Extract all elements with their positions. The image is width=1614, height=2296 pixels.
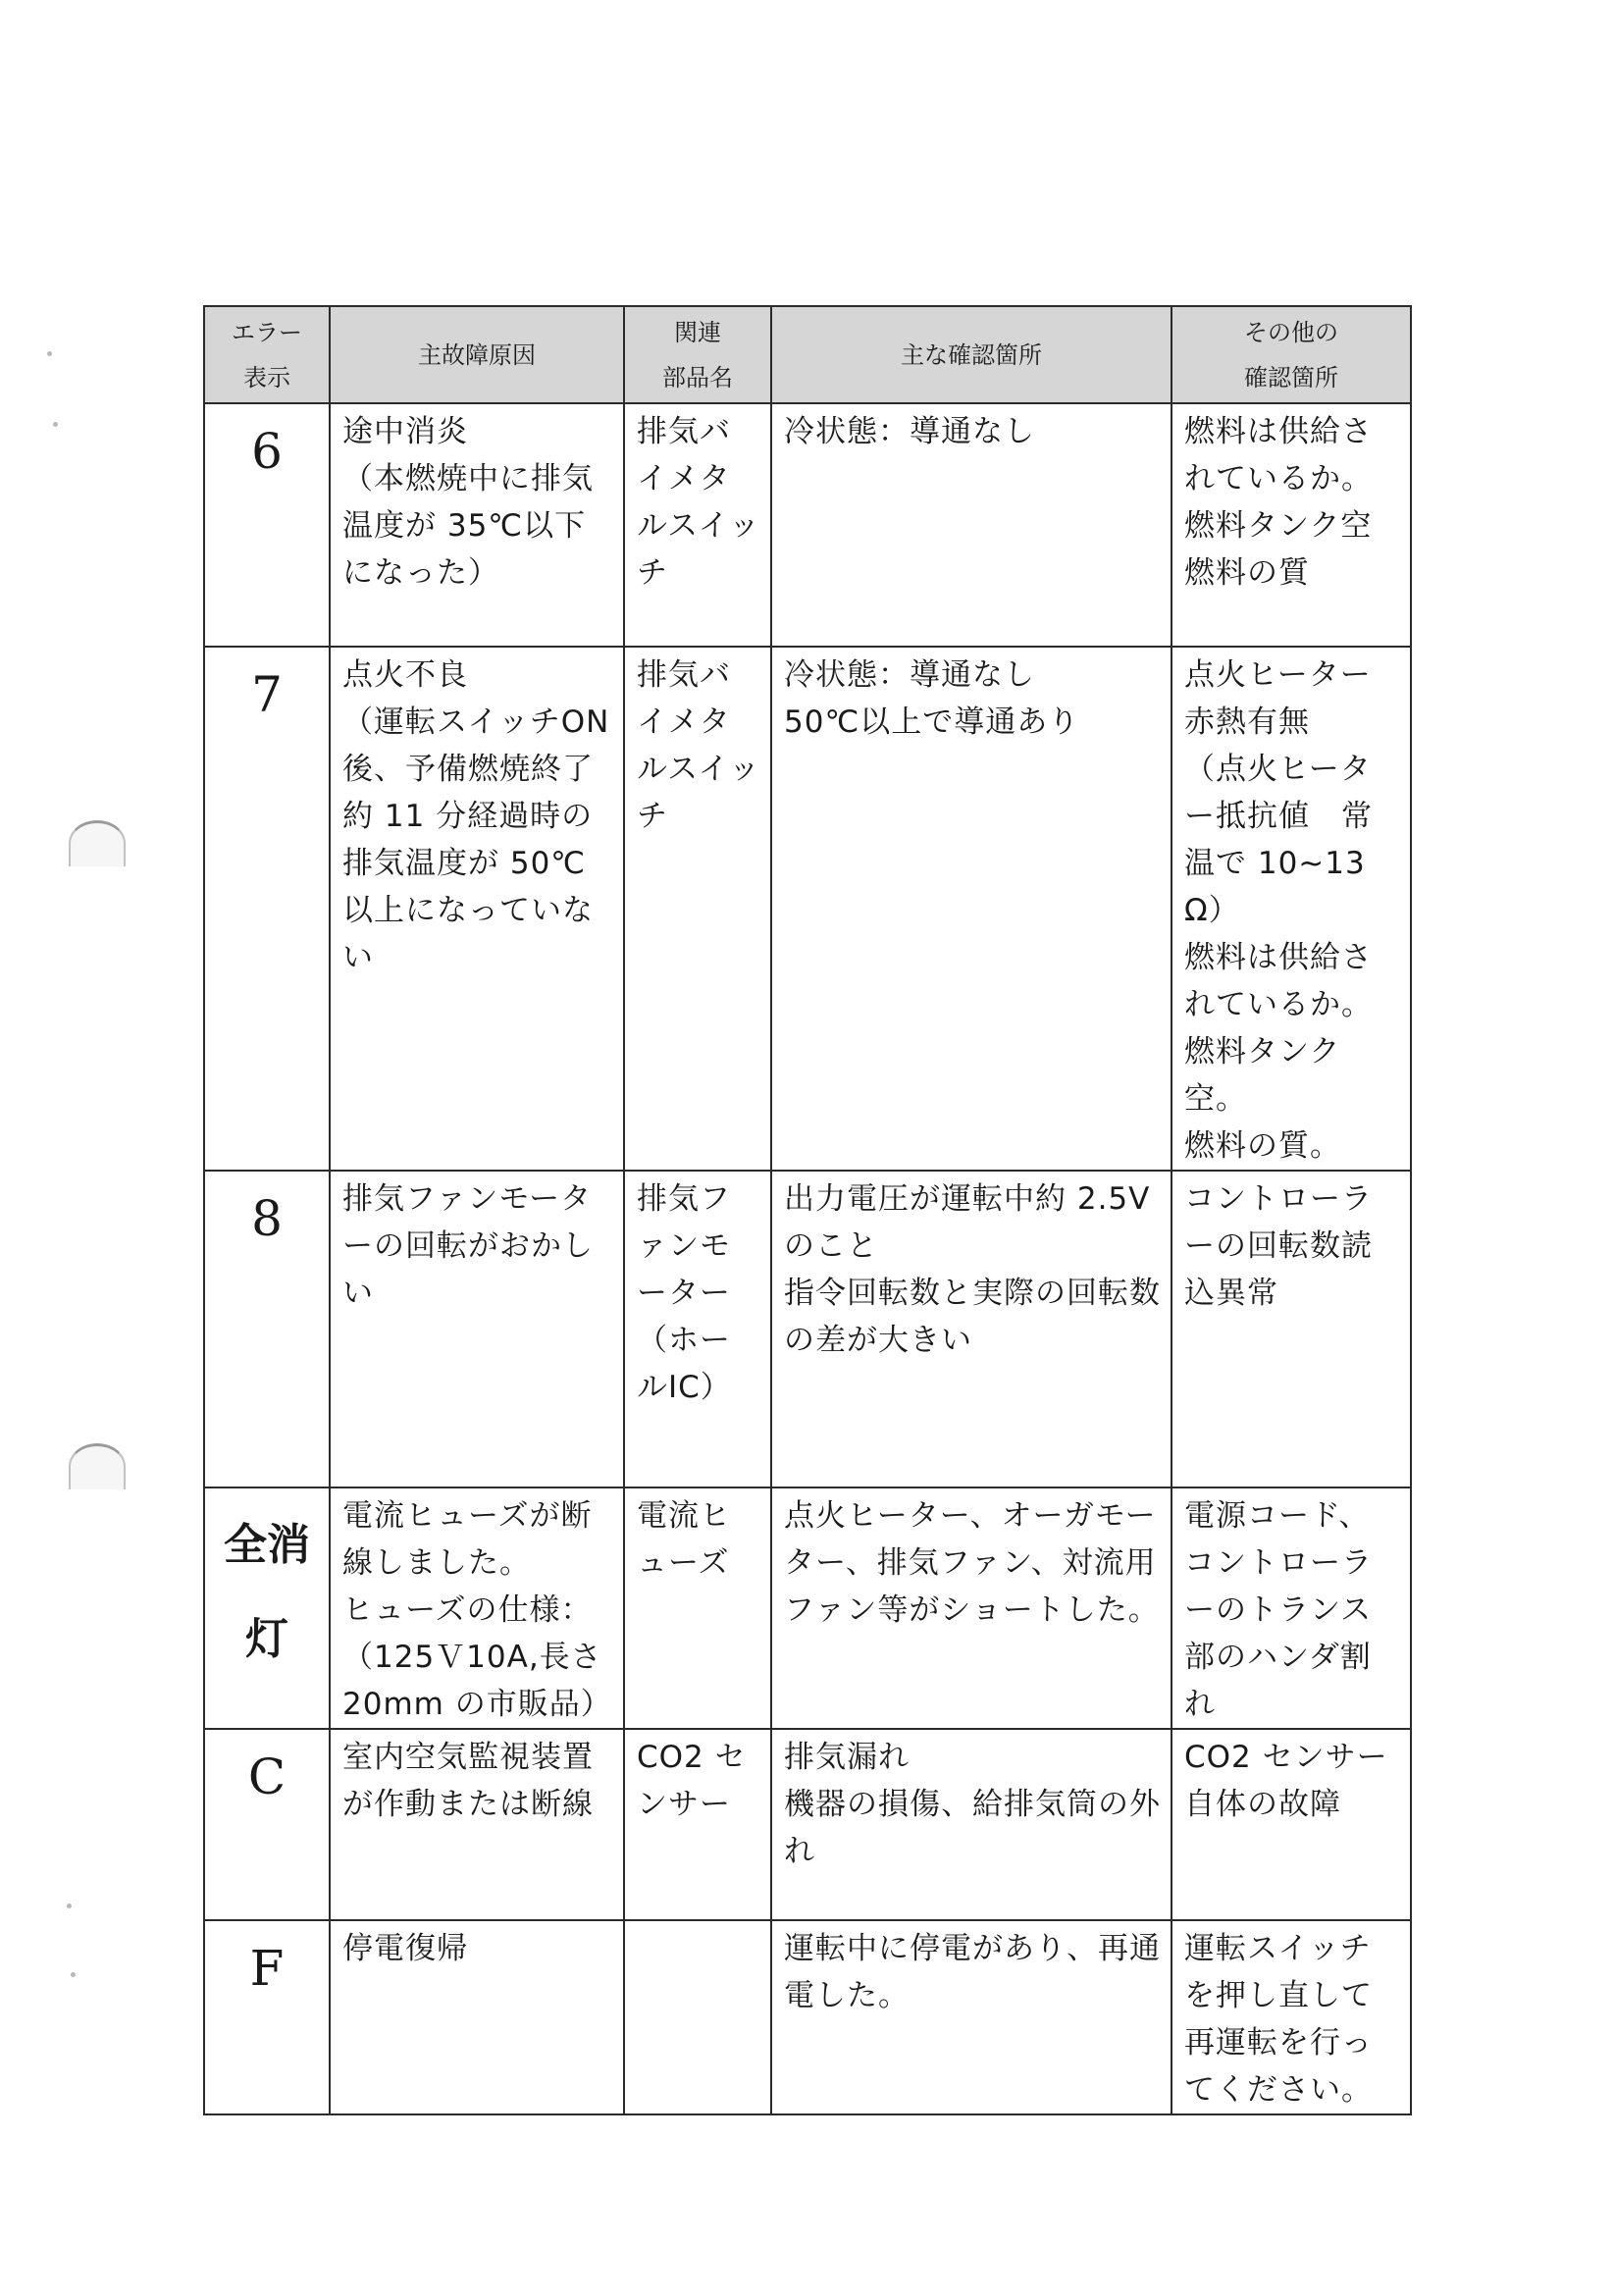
error-code: F	[204, 1920, 330, 2114]
other-check-cell: 点火ヒーター赤熱有無 （点火ヒーター抵抗値 常温で 10~13Ω） 燃料は供給されているか。燃料タンク空。 燃料の質。	[1171, 647, 1411, 1171]
other-check-cell: コントローラーの回転数読込異常	[1171, 1171, 1411, 1487]
error-code: 7	[204, 647, 330, 1171]
header-part: 関連 部品名	[624, 306, 771, 403]
table-row	[204, 1171, 1411, 1487]
part-cell: CO2 センサー	[624, 1729, 771, 1920]
part-cell: 排気バイメタルスイッチ	[624, 647, 771, 1171]
scan-speck	[53, 422, 58, 427]
cause-cell: 排気ファンモーターの回転がおかしい	[330, 1171, 624, 1487]
cause-cell: 途中消炎 （本燃焼中に排気温度が 35℃以下になった）	[330, 403, 624, 647]
other-check-cell: 電源コード、コントローラーのトランス部のハンダ割れ	[1171, 1487, 1411, 1729]
error-code: C	[204, 1729, 330, 1920]
cause-cell: 電流ヒューズが断線しました。 ヒューズの仕様： （125Ｖ10A,長さ 20mm の市販品）	[330, 1487, 624, 1729]
main-check-cell: 排気漏れ 機器の損傷、給排気筒の外れ	[771, 1729, 1171, 1920]
other-check-cell: 燃料は供給されているか。燃料タンク空 燃料の質	[1171, 403, 1411, 647]
main-check-cell: 運転中に停電があり、再通電した。	[771, 1920, 1171, 2114]
main-check-cell: 点火ヒーター、オーガモーター、排気ファン、対流用ファン等がショートした。	[771, 1487, 1171, 1729]
other-check-cell: CO2 センサー自体の故障	[1171, 1729, 1411, 1920]
main-check-cell: 冷状態：導通なし	[771, 403, 1171, 647]
table-row	[204, 1729, 1411, 1920]
main-check-cell: 出力電圧が運転中約 2.5V のこと 指令回転数と実際の回転数の差が大きい	[771, 1171, 1171, 1487]
scan-speck	[47, 351, 52, 356]
cause-cell: 点火不良 （運転スイッチON後、予備燃焼終了約 11 分経過時の排気温度が 50℃以上になっていない	[330, 647, 624, 1171]
header-main-check: 主な確認箇所	[771, 306, 1171, 403]
part-cell	[624, 1920, 771, 2114]
punch-hole	[69, 820, 126, 866]
table-row	[204, 1920, 1411, 2114]
table-row	[204, 1487, 1411, 1729]
header-error-display: エラー 表示	[204, 306, 330, 403]
header-other-check: その他の 確認箇所	[1171, 306, 1411, 403]
punch-hole	[69, 1443, 126, 1489]
other-check-cell: 運転スイッチを押し直して再運転を行ってください。	[1171, 1920, 1411, 2114]
table-row	[204, 647, 1411, 1171]
main-check-cell: 冷状態：導通なし 50℃以上で導通あり	[771, 647, 1171, 1171]
part-cell: 排気バイメタルスイッチ	[624, 403, 771, 647]
table-header-row	[204, 306, 1411, 403]
error-code: 6	[204, 403, 330, 647]
part-cell: 電流ヒューズ	[624, 1487, 771, 1729]
header-cause: 主故障原因	[330, 306, 624, 403]
error-code: 8	[204, 1171, 330, 1487]
scan-speck	[71, 1972, 76, 1977]
table-row	[204, 403, 1411, 647]
cause-cell: 室内空気監視装置が作動または断線	[330, 1729, 624, 1920]
error-code-table	[203, 305, 1412, 2115]
cause-cell: 停電復帰	[330, 1920, 624, 2114]
error-code: 全消 灯	[204, 1487, 330, 1729]
part-cell: 排気ファンモーター（ホールIC）	[624, 1171, 771, 1487]
scan-speck	[67, 1904, 72, 1908]
